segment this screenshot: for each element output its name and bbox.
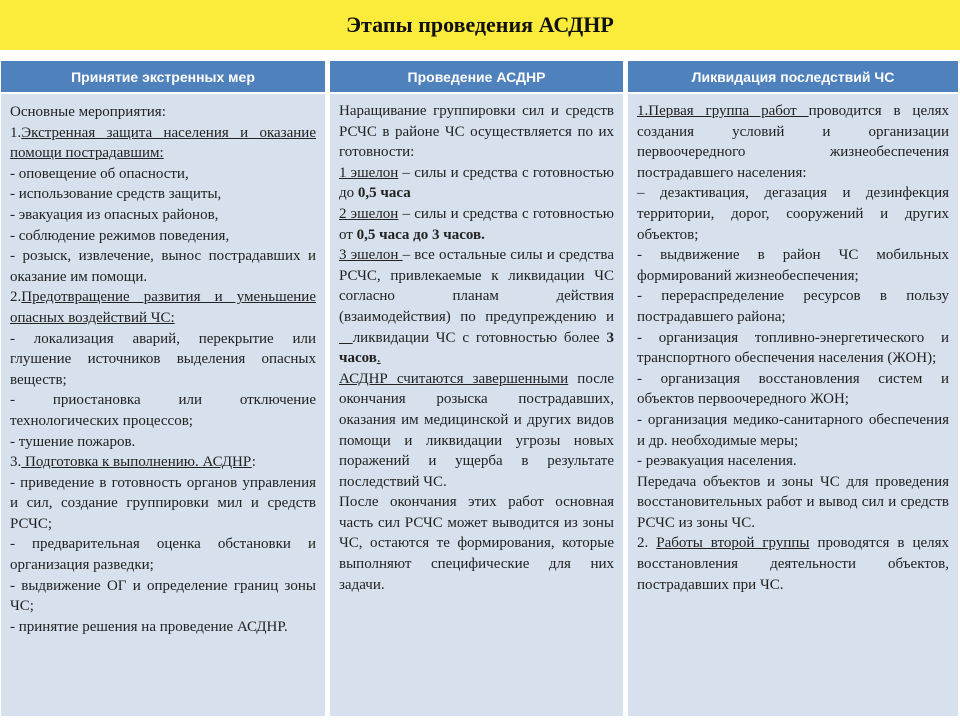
section-number: 3. [10,454,22,471]
echelon-label: 2 эшелон [339,205,399,222]
completion-label: АСДНР считаются завершенными [339,370,569,387]
section-1-title [10,123,316,164]
group-number: 2. [637,535,657,552]
column-body [330,94,623,716]
list-item: - выдвижение в район ЧС мобильных формирований жизнеобеспечения; [637,247,949,284]
column-emergency-measures [1,61,325,716]
echelon-time: 0,5 часа [357,185,411,202]
list-item: - приведение в готовность органов управления и сил, создание группировки мил и средств РСЧС; [10,474,316,532]
list-item: – дезактивация, дегазация и дезинфекция территории, дорог, сооружений и других объектов; [637,185,949,243]
echelon-2 [339,204,614,245]
echelon-1 [339,163,614,204]
column-liquidation [628,61,958,716]
echelon-text: – все остальные силы и средства РСЧС, привлекаемые к ликвидации ЧС согласно планам действия (взаимодействия) по предупреждению и [339,247,614,325]
section-2-title [10,287,316,328]
group-label: Работы второй группы [656,535,810,552]
section-title-text: Экстренная защита населения и оказание помощи пострадавшим: [10,124,316,162]
stages-table [1,61,958,716]
section-title-text: Предотвращение развития и уменьшение опасных воздействий ЧС: [10,289,316,326]
column-asdnr [330,61,623,716]
list-item: - тушение пожаров. [10,433,136,450]
list-item: - розыск, извлечение, вынос пострадавших и оказание им помощи. [10,248,316,285]
column-body [1,94,325,716]
column-header: Принятие экстренных мер [1,61,325,94]
echelon-label: 1 эшелон [339,164,399,181]
list-item: - перераспределение ресурсов в пользу пострадавшего района; [637,288,949,325]
echelon-time: 0,5 часа до 3 часов. [356,226,485,243]
title-bar [0,0,960,50]
section-3-title [10,452,316,473]
section-colon: : [251,454,256,471]
group-label: 1.Первая группа работ [637,103,809,119]
underline-gap [339,330,353,346]
echelon-text: ликвидации ЧС с готовностью более [352,329,607,346]
list-item: - приостановка или отключение технологических процессов; [10,392,316,429]
group-1-paragraph [637,101,949,183]
page-title: Этапы проведения АСДНР [346,12,614,37]
echelon-label: 3 эшелон [339,247,403,264]
completion-paragraph [339,369,614,493]
list-item: - реэвакуация населения. [637,453,797,470]
intro-text: Основные мероприятия: [10,104,166,120]
column-header: Проведение АСДНР [330,61,623,94]
echelon-text: – силы и средства с готовностью от [339,205,614,243]
list-item: - оповещение об опасности, [10,165,189,182]
group-2-paragraph [637,533,949,595]
section-number: 2. [10,289,22,306]
list-item: - эвакуация из опасных районов, [10,206,219,223]
column-header: Ликвидация последствий ЧС [628,61,958,94]
echelon-time: 3 часов [339,329,615,367]
completion-text: после окончания розыска пострадавших, оказания им медицинской и других видов помощи и ликвидации угрозы новых поражений и ущерба в результате последствий ЧС. [339,370,614,490]
section-number: 1. [10,124,22,141]
paragraph: После окончания этих работ основная часть сил РСЧС может выводится из зоны ЧС, остаются те формирования, которые выполняют специфические для них задачи. [339,494,614,593]
list-item: - организация восстановления систем и объектов первоочередного ЖОН; [637,370,949,408]
group-text: проводится в целях создания условий и организации первоочередного жизнеобеспечения пострадавшего населения: [637,103,950,181]
section-title-text: Подготовка к выполнению. АСДНР [21,454,252,471]
list-item: - использование средств защиты, [10,186,222,203]
list-item: - выдвижение ОГ и определение границ зоны ЧС; [10,577,316,615]
echelon-3 [339,245,614,369]
list-item: - организация медико-санитарного обеспечения и др. необходимые меры; [637,411,949,449]
paragraph: Наращивание группировки сил и средств РСЧС в районе ЧС осуществляется по их готовности: [339,103,614,161]
list-item: - соблюдение режимов поведения, [10,227,230,244]
group-text: проводятся в целях восстановления деятельности объектов, пострадавших при ЧС. [637,535,950,593]
echelon-dot: . [376,350,381,367]
list-item: - организация топливно-энергетического и транспортного обеспечения населения (ЖОН); [637,329,949,367]
paragraph: Передача объектов и зоны ЧС для проведения восстановительных работ и вывод сил и средств РСЧС из зоны ЧС. [637,473,949,531]
column-body [628,94,958,716]
list-item: - принятие решения на проведение АСДНР. [10,618,288,635]
echelon-text: – силы и средства с готовностью до [339,164,614,202]
list-item: - предварительная оценка обстановки и организация разведки; [10,536,316,574]
list-item: - локализация аварий, перекрытие или глушение источников выделения опасных веществ; [10,330,316,388]
